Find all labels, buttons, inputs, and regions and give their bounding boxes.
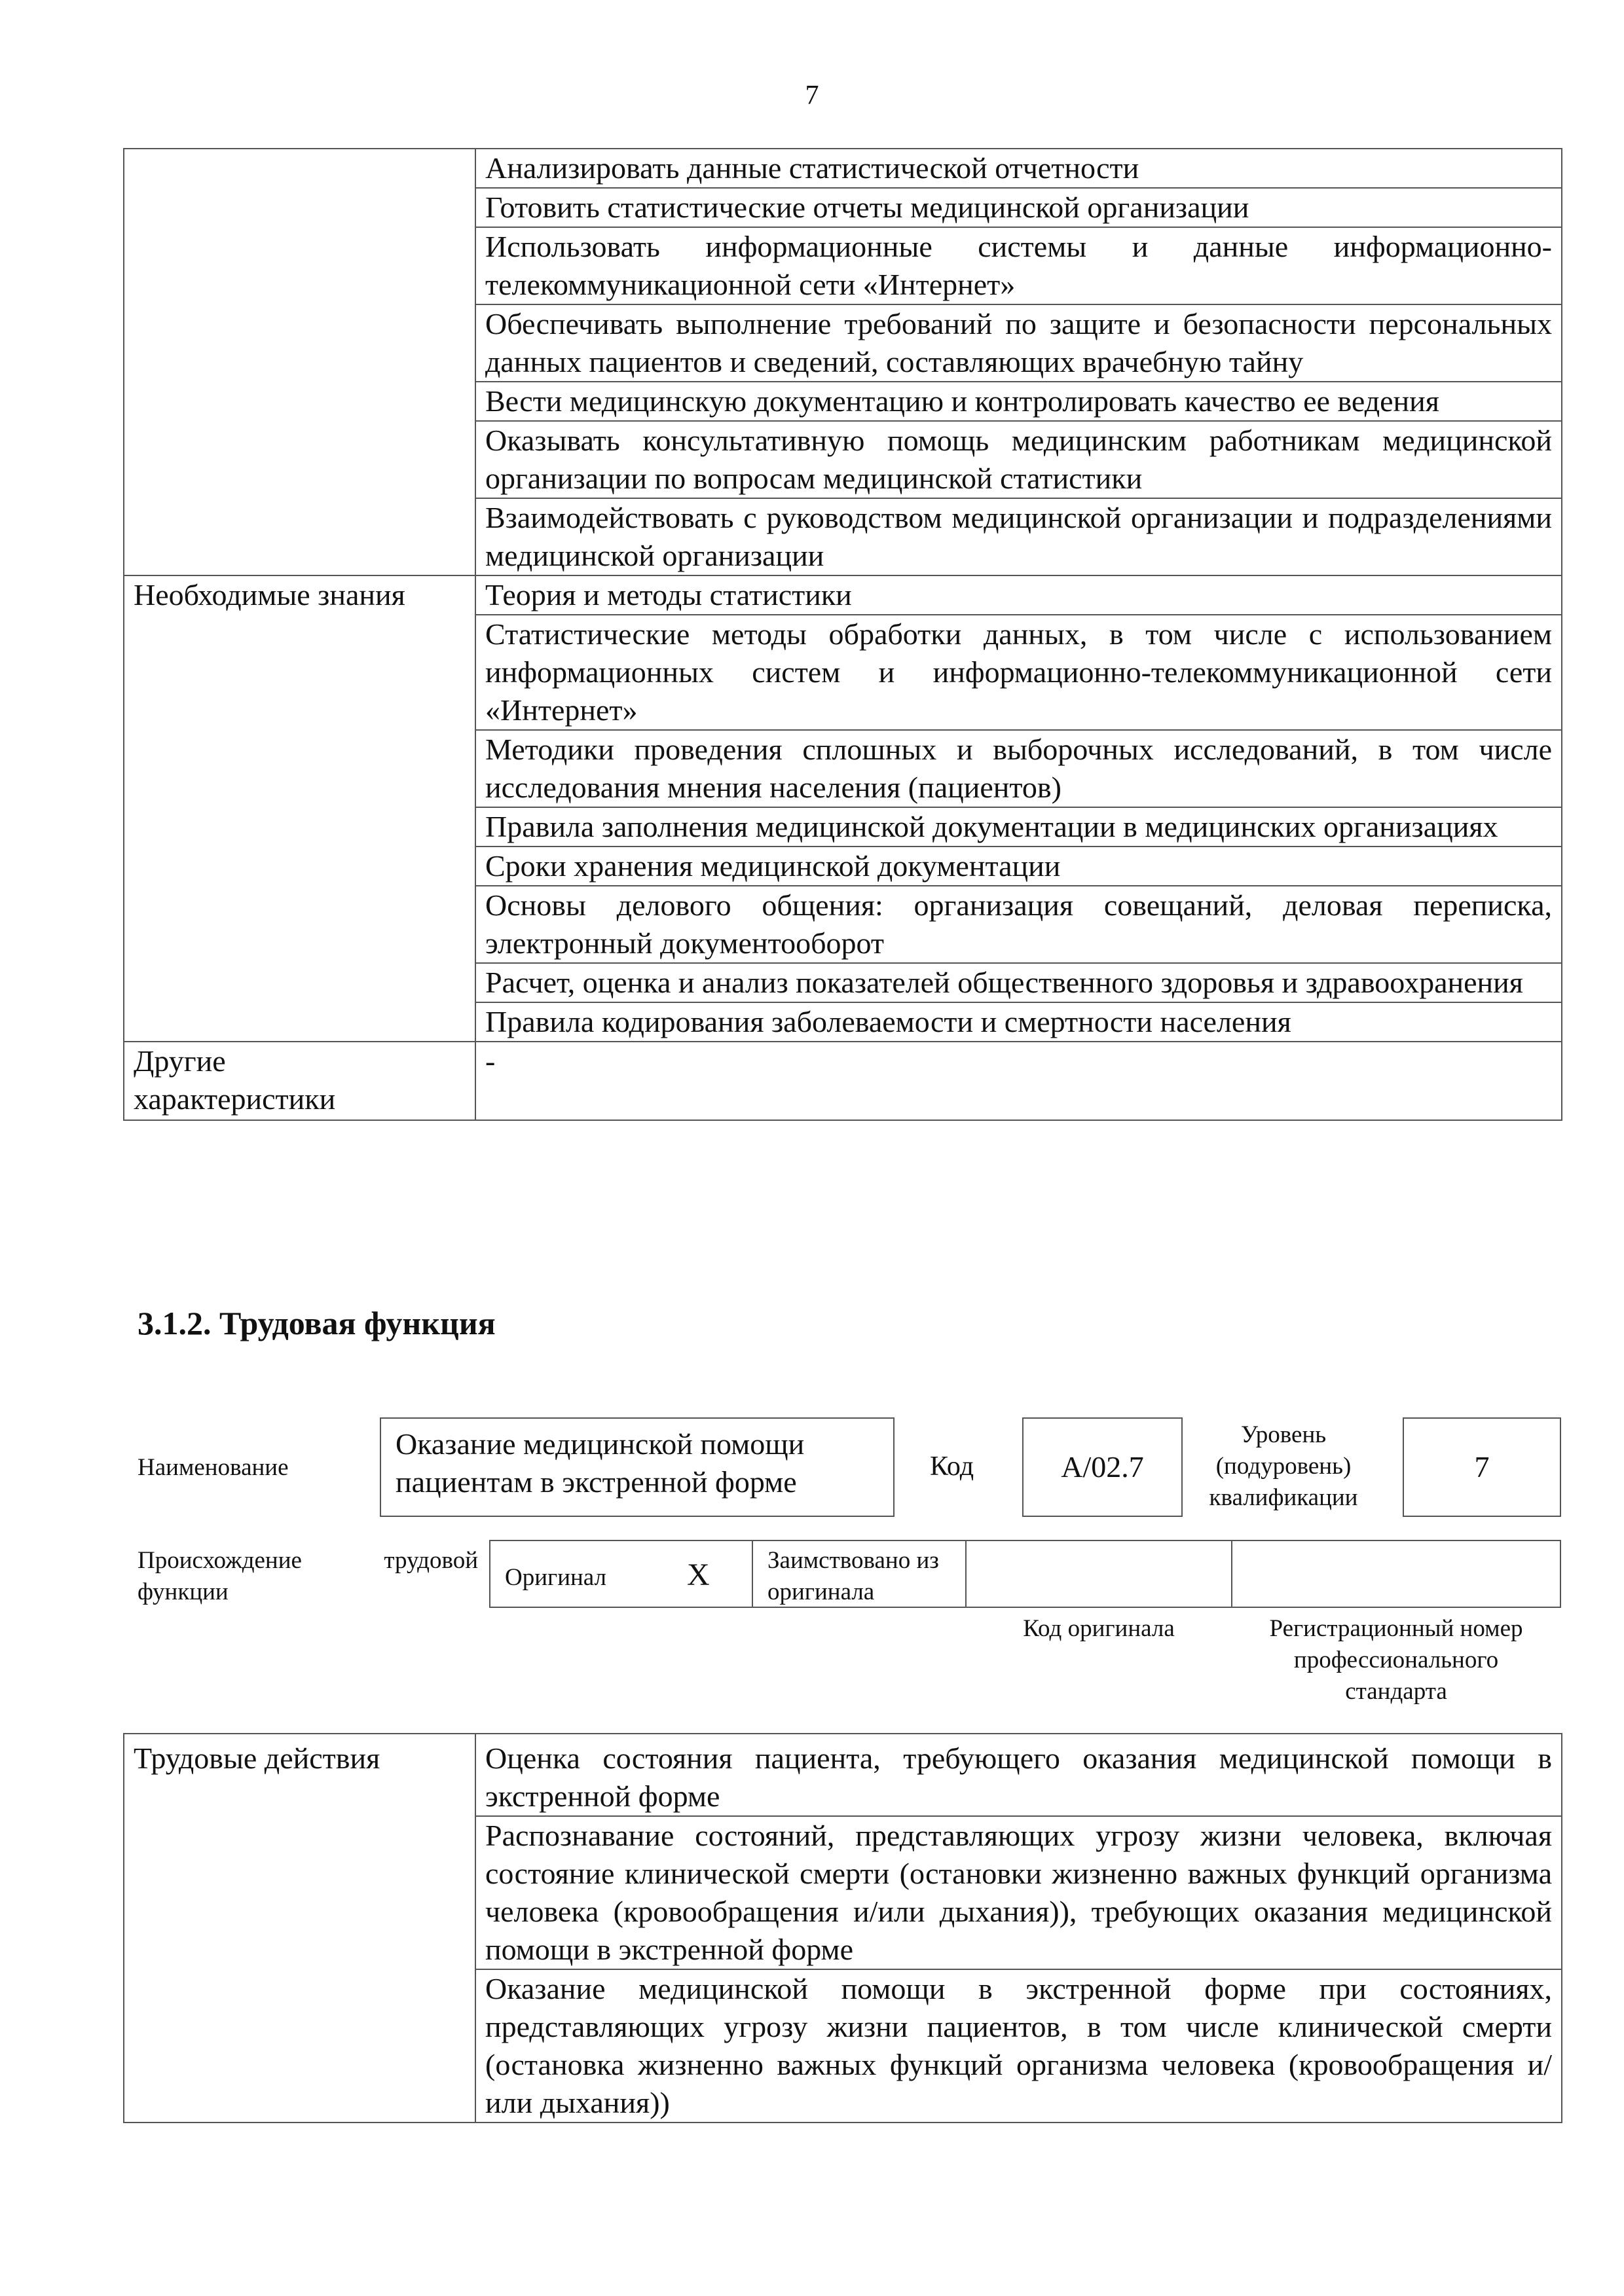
knowledge-cell: Методики проведения сплошных и выборочных исследований, в том числе исследования мнения населения (пациентов) [475, 730, 1562, 807]
knowledge-cell: Правила кодирования заболеваемости и смертности населения [475, 1002, 1562, 1042]
page-number: 7 [805, 81, 819, 111]
code-value: A/02.7 [1022, 1417, 1183, 1517]
section-title: 3.1.2. Трудовая функция [138, 1305, 496, 1341]
original-cell [489, 1540, 753, 1608]
original-mark: X [687, 1558, 710, 1592]
action-cell: Оценка состояния пациента, требующего оказания медицинской помощи в экстренной форме [475, 1734, 1562, 1816]
other-label: Другие характеристики [124, 1042, 475, 1120]
table-row [124, 1042, 1562, 1120]
table-row [124, 1734, 1562, 1816]
skill-cell: Вести медицинскую документацию и контролировать качество ее ведения [475, 382, 1562, 421]
empty-label-cell [124, 149, 475, 575]
knowledge-cell: Основы делового общения: организация совещаний, деловая переписка, электронный документооборот [475, 886, 1562, 963]
table-row [124, 575, 1562, 615]
skill-cell: Оказывать консультативную помощь медицинским работникам медицинской организации по вопросам медицинской статистики [475, 421, 1562, 498]
other-value: - [475, 1042, 1562, 1120]
function-name-box [380, 1417, 895, 1517]
level-value: 7 [1403, 1417, 1561, 1517]
borrowed-label: Заимствовано из оригинала [767, 1547, 939, 1605]
action-cell: Оказание медицинской помощи в экстренной форме при состояниях, представляющих угрозу жизни пациентов, в том числе клинической смерти (остановка жизненно важных функций организма человека (кровообращения и/или дыхания)) [475, 1969, 1562, 2123]
knowledge-cell: Сроки хранения медицинской документации [475, 847, 1562, 886]
original-code-cell [965, 1540, 1232, 1608]
reg-number-cell [1231, 1540, 1561, 1608]
actions-label: Трудовые действия [124, 1734, 475, 2123]
skill-cell: Взаимодействовать с руководством медицинской организации и подразделениями медицинской организации [475, 498, 1562, 575]
knowledge-cell: Статистические методы обработки данных, в том числе с использованием информационных систем и информационно-телекоммуникационной сети «Интернет» [475, 615, 1562, 730]
skill-cell: Готовить статистические отчеты медицинской организации [475, 188, 1562, 227]
code-label: Код [930, 1451, 974, 1482]
knowledge-cell: Расчет, оценка и анализ показателей общественного здоровья и здравоохранения [475, 963, 1562, 1002]
skill-cell: Анализировать данные статистической отчетности [475, 149, 1562, 188]
original-label: Оригинал [505, 1564, 607, 1591]
action-cell: Распознавание состояний, представляющих угрозу жизни человека, включая состояние клинической смерти (остановки жизненно важных функций организма человека (кровообращения и/или дыхания)), требующих оказания медицинской помощи в экстренной форме [475, 1816, 1562, 1969]
borrowed-cell [752, 1540, 967, 1608]
knowledge-label: Необходимые знания [124, 575, 475, 1042]
reg-number-caption: Регистрационный номер профессионального стандарта [1269, 1615, 1523, 1705]
function-name: Оказание медицинской помощи пациентам в экстренной форме [396, 1427, 805, 1499]
skill-cell: Обеспечивать выполнение требований по защите и безопасности персональных данных пациентов и сведений, составляющих врачебную тайну [475, 304, 1562, 382]
knowledge-cell: Правила заполнения медицинской документации в медицинских организациях [475, 807, 1562, 847]
skills-knowledge-table [123, 148, 1562, 1121]
table-row [124, 149, 1562, 188]
code-original-caption: Код оригинала [1023, 1615, 1175, 1642]
skill-cell: Использовать информационные системы и данные информационно-телекоммуникационной сети «Интернет» [475, 227, 1562, 304]
knowledge-cell: Теория и методы статистики [475, 575, 1562, 615]
name-label: Наименование [138, 1454, 289, 1481]
labor-actions-table [123, 1733, 1562, 2123]
origin-label: Происхождение трудовой функции [138, 1547, 478, 1605]
level-label: Уровень (подуровень) квалификации [1209, 1421, 1358, 1511]
